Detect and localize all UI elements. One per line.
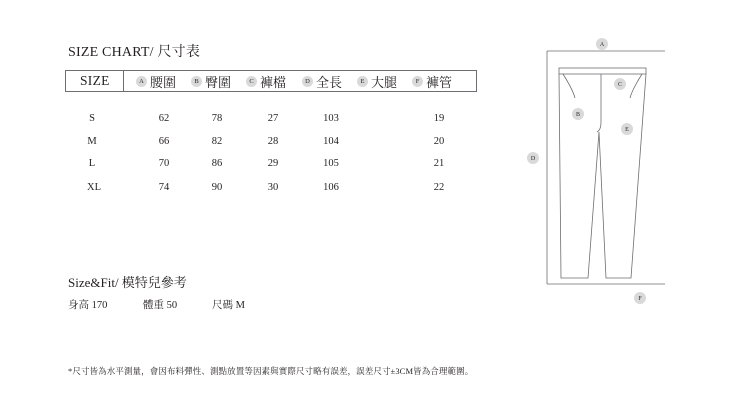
row-size-s: S xyxy=(89,113,95,124)
size-fit-title: Size&Fit/ 模特兒參考 xyxy=(68,275,187,290)
cell-s-length: 103 xyxy=(323,113,339,124)
column-header-hem xyxy=(412,71,452,91)
cell-m-rise: 28 xyxy=(267,136,279,147)
label-c: C xyxy=(617,82,623,89)
column-label-hem: 褲管 xyxy=(426,74,453,90)
row-size-m: M xyxy=(87,136,97,147)
label-d: D xyxy=(530,156,536,163)
column-label-thigh: 大腿 xyxy=(371,74,398,90)
label-e: E xyxy=(625,127,629,134)
label-c-marker xyxy=(614,78,626,90)
cell-m-hip: 82 xyxy=(211,136,223,147)
size-chart-title: SIZE CHART/ 尺寸表 xyxy=(68,45,201,60)
column-header-hip xyxy=(191,71,231,91)
cell-m-hem: 20 xyxy=(433,136,445,147)
column-header-rise xyxy=(246,71,286,91)
size-header: SIZE xyxy=(80,73,110,88)
cell-m-waist: 66 xyxy=(158,136,170,147)
pants-outline xyxy=(559,74,646,278)
model-size: 尺碼 M xyxy=(212,300,245,311)
label-f-marker xyxy=(634,292,646,304)
cell-xl-hip: 90 xyxy=(211,182,223,193)
cell-l-hip: 86 xyxy=(211,158,223,169)
badge-e: E xyxy=(357,76,368,87)
label-d-marker xyxy=(527,152,539,164)
cell-s-hem: 19 xyxy=(433,113,445,124)
label-a-marker xyxy=(596,38,608,50)
size-chart-header xyxy=(65,70,477,92)
pants-fly xyxy=(597,74,601,132)
cell-xl-hem: 22 xyxy=(433,182,445,193)
row-size-l: L xyxy=(88,158,96,169)
cell-xl-rise: 30 xyxy=(267,182,279,193)
badge-a: A xyxy=(136,76,147,87)
column-header-waist xyxy=(136,71,176,91)
pants-diagram xyxy=(515,32,665,312)
model-weight: 體重 50 xyxy=(143,300,178,311)
cell-s-rise: 27 xyxy=(267,113,279,124)
cell-l-hem: 21 xyxy=(433,158,445,169)
cell-l-rise: 29 xyxy=(267,158,279,169)
column-header-length xyxy=(302,71,342,91)
badge-d: D xyxy=(302,76,313,87)
badge-c: C xyxy=(246,76,257,87)
cell-xl-waist: 74 xyxy=(158,182,170,193)
label-a: A xyxy=(599,42,605,49)
cell-s-hip: 78 xyxy=(211,113,223,124)
right-pocket xyxy=(630,74,642,98)
column-label-rise: 褲檔 xyxy=(260,74,287,90)
label-b: B xyxy=(575,112,581,119)
column-header-thigh xyxy=(357,71,397,91)
column-label-length: 全長 xyxy=(316,74,343,90)
badge-f: F xyxy=(412,76,423,87)
badge-b: B xyxy=(191,76,202,87)
measurement-footnote: *尺寸皆為水平測量，會因布料彈性、測點放置等因素與實際尺寸略有誤差，誤差尺寸±3CM皆為合理範圍。 xyxy=(68,366,474,376)
cell-xl-length: 106 xyxy=(323,182,339,193)
label-f: F xyxy=(638,296,642,303)
column-label-waist: 腰圍 xyxy=(150,74,177,90)
cell-l-waist: 70 xyxy=(158,158,170,169)
left-pocket xyxy=(563,74,575,98)
column-label-hip: 臀圍 xyxy=(205,74,232,90)
label-b-marker xyxy=(572,108,584,120)
header-divider xyxy=(123,71,124,91)
label-e-marker xyxy=(621,123,633,135)
cell-l-length: 105 xyxy=(323,158,339,169)
model-height: 身高 170 xyxy=(68,300,108,311)
cell-s-waist: 62 xyxy=(158,113,170,124)
cell-m-length: 104 xyxy=(323,136,339,147)
waistband xyxy=(559,68,646,74)
row-size-xl: XL xyxy=(87,182,101,193)
